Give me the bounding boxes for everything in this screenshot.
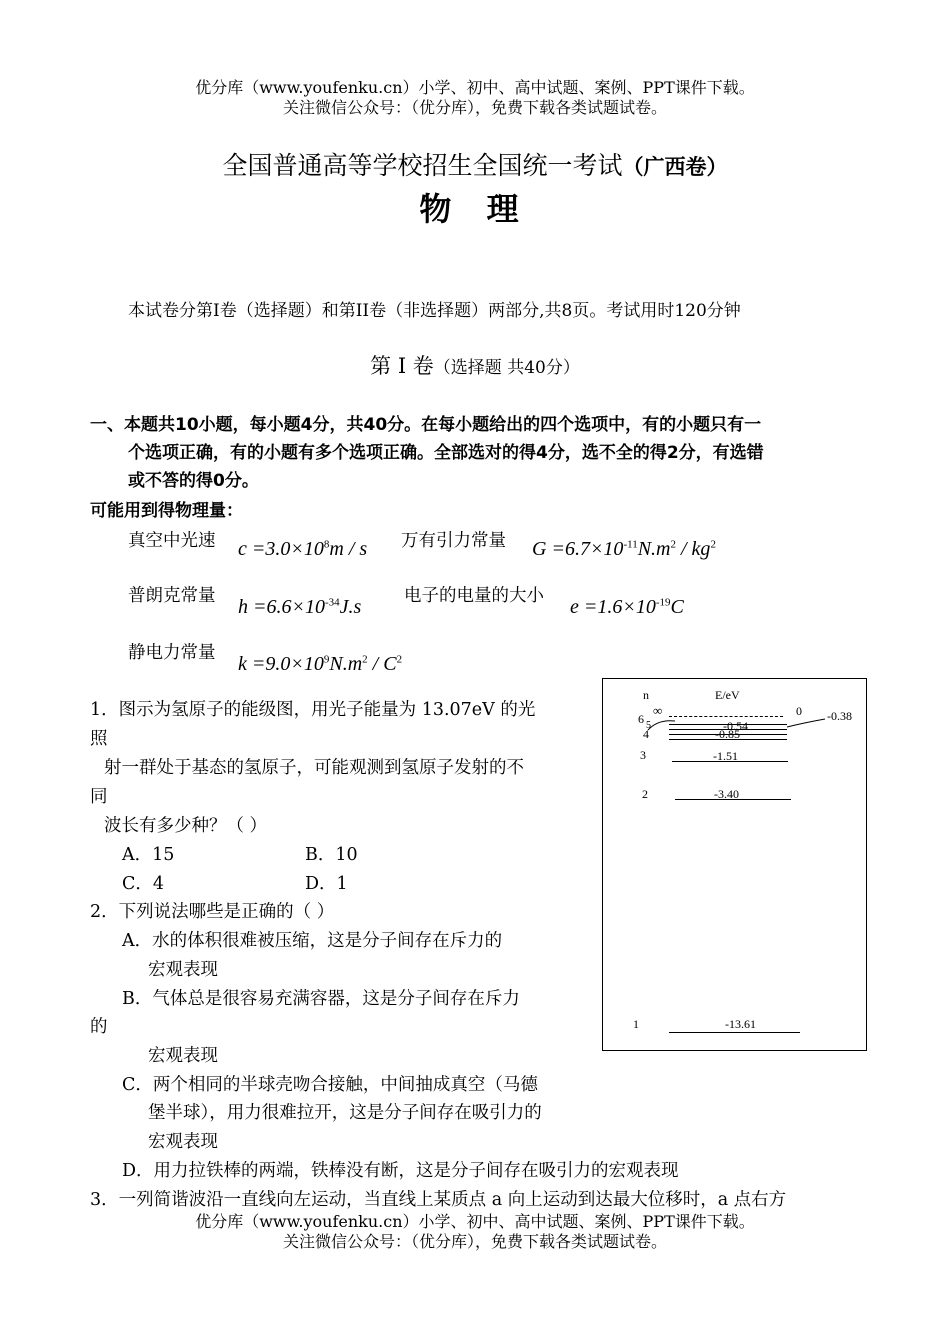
diagram-level-n3: 3 <box>640 748 646 762</box>
exam-title-text: 全国普通高等学校招生全国统一考试 <box>222 151 623 180</box>
diagram-level-value-5: -0.54 <box>723 719 748 733</box>
constant-formula-c <box>238 538 367 561</box>
formula-e-base: e =1.6×10 <box>570 596 656 618</box>
diagram-level-n5: 5 <box>646 720 651 731</box>
q1-option-d: D．1 <box>305 874 348 894</box>
diagram-level-value-1: -13.61 <box>725 1017 756 1031</box>
constant-formula-e <box>570 596 684 619</box>
q1-line-5: 波长有多少种？（ ） <box>104 816 268 836</box>
q2-option-c-line-2: 堡半球），用力很难拉开，这是分子间存在吸引力的 <box>148 1103 542 1123</box>
diagram-level-n2: 2 <box>642 787 648 801</box>
diagram-energy-label: E/eV <box>715 688 740 702</box>
footer-line-2: 关注微信公众号：（优分库），免费下载各类试题试卷。 <box>282 1232 667 1251</box>
constant-label-h: 普朗克常量 <box>128 586 216 606</box>
diagram-level-line-2 <box>675 799 791 800</box>
hydrogen-energy-level-diagram <box>602 678 867 1051</box>
footer-line-1: 优分库（www.youfenku.cn）小学、初中、高中试题、案例、PPT课件下载。 <box>195 1212 755 1231</box>
q1-line-1: 1．图示为氢原子的能级图，用光子能量为 13.07eV 的光 <box>90 700 536 720</box>
diagram-level-value-2: -3.40 <box>714 787 739 801</box>
q2-option-d: D．用力拉铁棒的两端，铁棒没有断，这是分子间存在吸引力的宏观表现 <box>122 1161 679 1181</box>
header-line-2: 关注微信公众号：（优分库），免费下载各类试题试卷。 <box>282 98 667 117</box>
instructions-line-3: 或不答的得0分。 <box>128 471 259 491</box>
section-title <box>0 350 950 380</box>
diagram-zero-value: 0 <box>796 704 802 718</box>
instructions-line-1: 一、本题共10小题，每小题4分，共40分。在每小题给出的四个选项中，有的小题只有一 <box>90 415 762 435</box>
q1-option-a: A．15 <box>122 845 175 865</box>
formula-G-unit1: N.m <box>637 538 671 560</box>
exam-intro: 本试卷分第I卷（选择题）和第II卷（非选择题）两部分,共8页。考试用时120分钟 <box>128 301 741 321</box>
formula-G-unit2: / kg <box>676 538 711 560</box>
diagram-level-line-3 <box>672 761 788 762</box>
formula-k-exp2: 2 <box>362 653 368 666</box>
diagram-level-n6: 6 <box>638 712 644 726</box>
constant-label-k: 静电力常量 <box>128 643 216 663</box>
exam-subject: 物 理 <box>419 190 531 228</box>
formula-e-exp: -19 <box>655 596 671 609</box>
constant-formula-G <box>532 538 716 561</box>
diagram-level-line-1 <box>669 1032 800 1033</box>
q3-line-1: 3．一列简谐波沿一直线向左运动，当直线上某质点 a 向上运动到达最大位移时，a 点右方 <box>90 1190 787 1210</box>
diagram-level-value-3: -1.51 <box>713 749 738 763</box>
diagram-n-label: n <box>643 688 649 702</box>
q1-line-3: 射一群处于基态的氢原子，可能观测到氢原子发射的不 <box>104 758 524 778</box>
diagram-level-n4: 4 <box>643 727 649 741</box>
formula-c-base: c =3.0×10 <box>238 538 324 560</box>
q1-option-c: C．4 <box>122 874 165 894</box>
formula-h-base: h =6.6×10 <box>238 596 325 618</box>
q2-option-c-line-1: C．两个相同的半球壳吻合接触，中间抽成真空（马德 <box>122 1075 538 1095</box>
diagram-level-value-4: -0.85 <box>715 727 740 741</box>
q2-option-c-line-3: 宏观表现 <box>148 1132 218 1152</box>
instructions-line-2: 个选项正确，有的小题有多个选项正确。全部选对的得4分，选不全的得2分，有选错 <box>128 443 764 463</box>
constant-formula-k <box>238 653 402 676</box>
formula-c-exp: 8 <box>323 538 330 551</box>
formula-c-unit: m / s <box>329 538 368 560</box>
q2-option-b-line-3: 宏观表现 <box>148 1046 218 1066</box>
formula-G-exp3: 2 <box>710 538 716 551</box>
q2-option-b-line-2: 的 <box>90 1017 108 1037</box>
formula-G-exp: -11 <box>623 538 638 551</box>
exam-title <box>0 146 950 182</box>
constant-formula-h <box>238 596 361 619</box>
diagram-callout-value: -0.38 <box>827 709 852 723</box>
formula-k-exp: 9 <box>323 653 330 666</box>
constant-label-G: 万有引力常量 <box>401 531 506 551</box>
constant-label-c: 真空中光速 <box>128 531 216 551</box>
q1-option-b: B．10 <box>305 845 358 865</box>
section-title-note: （选择题 共40分） <box>433 358 580 378</box>
formula-e-unit: C <box>670 596 684 618</box>
formula-h-exp: -34 <box>325 596 340 609</box>
q1-line-4: 同 <box>90 787 108 807</box>
formula-G-exp2: 2 <box>670 538 676 551</box>
formula-k-unit1: N.m <box>329 653 363 675</box>
formula-h-unit: J.s <box>339 596 362 618</box>
q2-option-b-line-1: B．气体总是很容易充满容器，这是分子间存在斥力 <box>122 989 520 1009</box>
formula-k-exp3: 2 <box>396 653 403 666</box>
header-line-1: 优分库（www.youfenku.cn）小学、初中、高中试题、案例、PPT课件下载。 <box>195 78 755 97</box>
diagram-level-n1: 1 <box>633 1017 639 1031</box>
exam-region: （广西卷） <box>622 154 728 179</box>
formula-k-unit2: / C <box>367 653 397 675</box>
q2-option-a-line-2: 宏观表现 <box>148 960 218 980</box>
constant-label-e: 电子的电量的大小 <box>404 586 544 606</box>
section-title-main: 第 I 卷 <box>370 354 434 378</box>
formula-k-base: k =9.0×10 <box>238 653 324 675</box>
q1-line-2: 照 <box>90 729 108 749</box>
q2-option-a-line-1: A．水的体积很难被压缩，这是分子间存在斥力的 <box>122 931 503 951</box>
constants-title: 可能用到得物理量： <box>90 501 243 521</box>
diagram-infinity-label: ∞ <box>653 703 663 718</box>
formula-G-base: G =6.7×10 <box>532 538 624 560</box>
q2-stem: 2．下列说法哪些是正确的（ ） <box>90 902 335 922</box>
